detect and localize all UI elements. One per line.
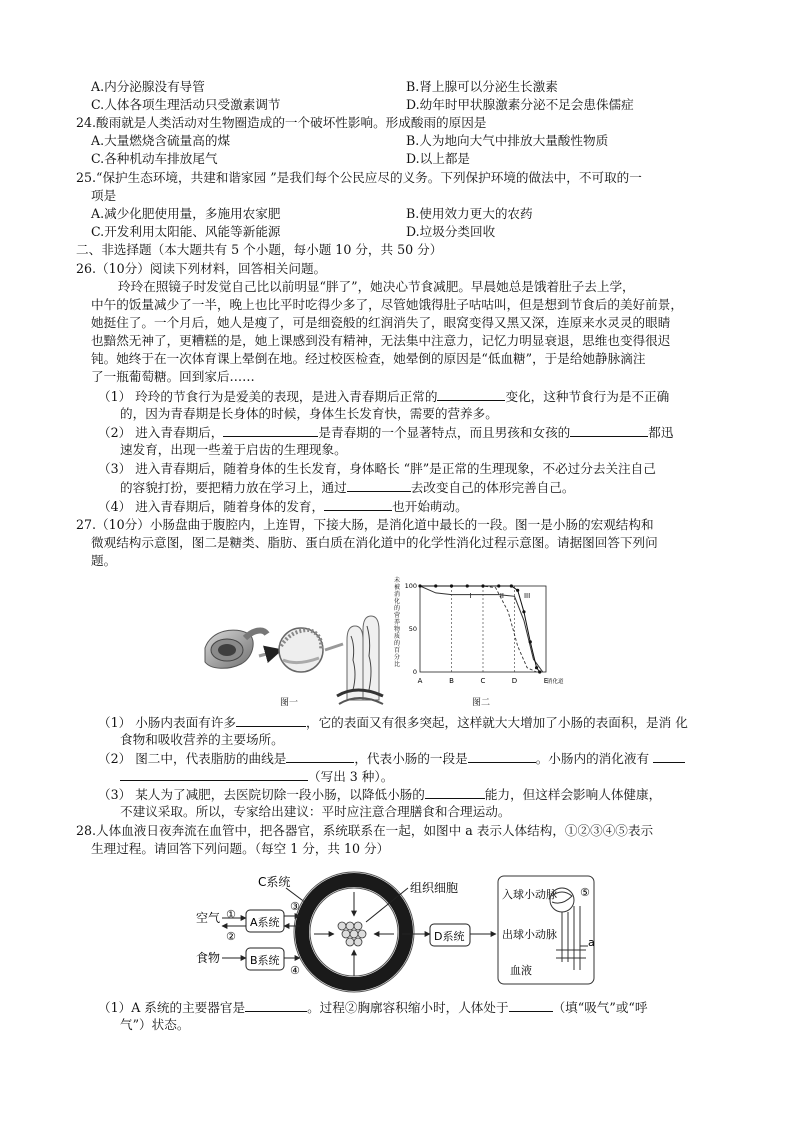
q27-sub3-cont: 不建议采取。所以，专家给出建议：平时应注意合理膳食和合理运动。 [120, 804, 511, 819]
process-1: ① [226, 908, 236, 921]
intestine-wall-circle [279, 628, 323, 672]
q23-option-d: D.幼年时甲状腺激素分泌不足会患侏儒症 [406, 97, 634, 112]
y-axis-label-char: 比 [394, 661, 401, 668]
c-system-label: C系统 [258, 875, 291, 889]
q25-option-c: C.开发利用太阳能、风能等新能源 [91, 224, 281, 239]
series-point [497, 584, 500, 587]
x-tick-label: D [511, 677, 518, 685]
q27-sub1: （1） 小肠内表面有许多 ，它的表面又有很多突起，这样就大大增加了小肠的表面积，是消 化 [98, 715, 688, 730]
q23-option-a: A.内分泌腺没有导管 [91, 79, 205, 94]
q28-sub1: （1）A 系统的主要器官是 。过程②胸廓容积缩小时，人体处于 （填“吸气”或“呼 [98, 1000, 648, 1015]
region-label: I [469, 592, 472, 600]
y-axis-label-char: 的 [394, 640, 401, 647]
q25-stem-cont: 项是 [91, 188, 117, 203]
x-tick-label: B [449, 677, 454, 685]
q24-stem: 24.酸雨就是人类活动对生物圈造成的一个破坏性影响。形成酸雨的原因是 [76, 115, 487, 130]
region-label: III [523, 592, 531, 600]
out-artery-label: 出球小动脉 [502, 928, 557, 941]
structure-a-label: a [588, 936, 595, 949]
y-axis-label-char: 消 [394, 591, 401, 598]
q26-sub3: （3） 进入青春期后，随着身体的生长发育，身体略长 “胖”是正常的生理现象，不必过分去关注自己 [98, 461, 656, 476]
answer-blank[interactable] [120, 767, 308, 781]
y-axis-label-char: 的 [394, 605, 401, 612]
x-tick-label: E [543, 677, 549, 685]
food-label: 食物 [196, 951, 221, 965]
figure1-caption: 图一 [280, 698, 299, 708]
y-tick-label: 50 [408, 625, 417, 633]
answer-blank[interactable] [236, 713, 306, 727]
q26-sub4: （4） 进入青春期后，随着身体的发育， 也开始萌动。 [98, 499, 468, 514]
answer-blank[interactable] [245, 998, 307, 1012]
series-line-2 [420, 586, 537, 672]
q26-sub2: （2） 进入青春期后， 是青春期的一个显著特点，而且男孩和女孩的 都迅 [98, 425, 674, 440]
answer-blank[interactable] [653, 749, 685, 763]
q27-sub2-cont: （写出 3 种）。 [120, 767, 393, 786]
series-point [529, 640, 532, 643]
answer-blank[interactable] [509, 998, 553, 1012]
q27-sub3: （3） 某人为了减肥，去医院切除一段小肠，以降低小肠的 能力，但这样会影响人体健康， [98, 787, 662, 802]
q26-passage-1: 玲玲在照镜子时发觉自己比以前明显“胖了”，她决心节食减肥。早晨她总是饿着肚子去上学， [118, 279, 635, 294]
q26-sub1: （1） 玲玲的节食行为是爱美的表现，是进入青春期后正常的 变化，这种节食行为是不正确 [98, 389, 670, 404]
y-axis-label-char: 化 [394, 598, 401, 605]
answer-blank[interactable] [437, 387, 505, 401]
series-point [418, 584, 421, 587]
x-tick-label: C [480, 677, 486, 685]
series-point [481, 584, 484, 587]
series-point [522, 610, 525, 613]
q23-option-b: B.肾上腺可以分泌生长激素 [406, 79, 558, 94]
a-system-label: A系统 [250, 916, 280, 929]
figure2-caption: 图二 [472, 698, 491, 708]
q26-passage-6: 了一瓶葡萄糖。回到家后…… [91, 369, 255, 384]
q26-sub3-cont: 的容貌打扮，要把精力放在学习上，通过 去改变自己的体形完善自己。 [120, 480, 575, 495]
q26-passage-5: 钝。她终于在一次体育课上晕倒在地。经过校医检查，她晕倒的原因是“低血糖”，于是给她静脉滴注 [91, 351, 646, 366]
y-tick-label: 0 [412, 668, 417, 676]
q28-stem-cont: 生理过程。请回答下列问题。（每空 1 分，共 10 分） [91, 841, 390, 856]
series-point [466, 584, 469, 587]
series-point [510, 584, 513, 587]
x-axis-label: 消化道 [547, 679, 564, 685]
q27-stem: 27.（10分）小肠盘曲于腹腔内，上连胃，下接大肠，是消化道中最长的一段。图一是小肠的宏观结构和 [76, 517, 654, 532]
q26-passage-2: 中午的饭量减少了一半，晚上也比平时吃得少多了，尽管她饿得肚子咕咕叫，但是想到节食后的美好前景， [91, 297, 683, 312]
q27-sub1-cont: 食物和吸收营养的主要场所。 [120, 732, 284, 747]
q26-sub1-cont: 的，因为青春期是长身体的时候，身体生长发育快，需要的营养多。 [120, 406, 498, 421]
blood-label: 血液 [510, 964, 532, 977]
section-heading: 二、非选择题（本大题共有 5 个小题，每小题 10 分，共 50 分） [76, 242, 443, 257]
series-line-3 [420, 586, 540, 672]
series-point [538, 670, 541, 673]
d-system-label: D系统 [434, 930, 465, 943]
y-axis-label-char: 物 [394, 626, 401, 633]
answer-blank[interactable] [324, 497, 392, 511]
in-artery-label: 入球小动脉 [502, 888, 557, 901]
answer-blank[interactable] [468, 749, 536, 763]
y-tick-label: 100 [404, 582, 417, 590]
intestine-tube-drawing [205, 630, 267, 668]
q24-option-d: D.以上都是 [406, 151, 471, 166]
q23-option-c: C.人体各项生理活动只受激素调节 [91, 97, 281, 112]
q28-stem: 28.人体血液日夜奔流在血管中，把各器官，系统联系在一起，如图中 a 表示人体结构，①②③④⑤表示 [76, 823, 654, 838]
series-point [450, 584, 453, 587]
circulation-diagram [190, 866, 630, 996]
series-point [434, 584, 437, 587]
q25-stem: 25.“保护生态环境，共建和谐家园 ”是我们每个公民应尽的义务。下列保护环境的做法中，不可取的一 [76, 170, 642, 185]
series-point [516, 589, 519, 592]
q28-sub1-cont: 气”）状态。 [120, 1017, 190, 1032]
process-2: ② [226, 930, 236, 943]
y-axis-label-char: 养 [394, 619, 401, 626]
y-axis-label-char: 百 [394, 647, 401, 654]
y-axis-label-char: 质 [394, 633, 401, 640]
region-label: II [499, 592, 504, 600]
answer-blank[interactable] [286, 749, 354, 763]
y-axis-label-char: 被 [394, 584, 401, 591]
air-label: 空气 [196, 911, 221, 925]
q25-option-d: D.垃圾分类回收 [406, 224, 496, 239]
answer-blank[interactable] [570, 423, 648, 437]
q26-passage-3: 她挺住了。一个月后，她人是瘦了，可是细瓷般的红润消失了，眼窝变得又黑又深，连原来水灵灵的眼睛 [91, 315, 671, 330]
process-3: ③ [290, 900, 300, 913]
process-5: ⑤ [580, 886, 590, 899]
answer-blank[interactable] [223, 423, 318, 437]
b-system-label: B系统 [250, 954, 280, 967]
q26-sub2-cont: 速发育，出现一些羞于启齿的生理现象。 [120, 442, 347, 457]
q27-sub2: （2） 图二中，代表脂肪的曲线是 ，代表小肠的一段是 。小肠内的消化液有 [98, 749, 685, 768]
answer-blank[interactable] [347, 478, 411, 492]
q27-stem-cont: 微观结构示意图，图二是糖类、脂肪、蛋白质在消化道中的化学性消化过程示意图。请据图回答下列问 [91, 535, 658, 550]
y-axis-label-char: 营 [394, 612, 401, 619]
digestion-chart [392, 572, 572, 710]
villi-drawing [337, 616, 383, 704]
tissue-cells [338, 922, 366, 946]
q27-stem-cont2: 题。 [91, 553, 117, 568]
answer-blank[interactable] [425, 785, 485, 799]
q26-passage-4: 也黯然无神了，更糟糕的是，她上课感到没有精神，无法集中注意力，记忆力明显衰退，思维也变得很迟 [91, 333, 671, 348]
y-axis-label-char: 未 [394, 577, 401, 584]
x-tick-label: A [417, 677, 423, 685]
series-point [535, 666, 538, 669]
q24-option-b: B.人为地向大气中排放大量酸性物质 [406, 133, 609, 148]
process-4: ④ [290, 964, 300, 977]
q26-stem: 26.（10分）阅读下列材料，回答相关问题。 [76, 261, 327, 276]
q25-option-a: A.减少化肥使用量，多施用农家肥 [91, 206, 281, 221]
tissue-cells-label: 组织细胞 [410, 881, 459, 895]
q24-option-a: A.大量燃烧含硫量高的煤 [91, 133, 231, 148]
q24-option-c: C.各种机动车排放尾气 [91, 151, 218, 166]
y-axis-label-char: 分 [394, 654, 401, 661]
q25-option-b: B.使用效力更大的农药 [406, 206, 533, 221]
